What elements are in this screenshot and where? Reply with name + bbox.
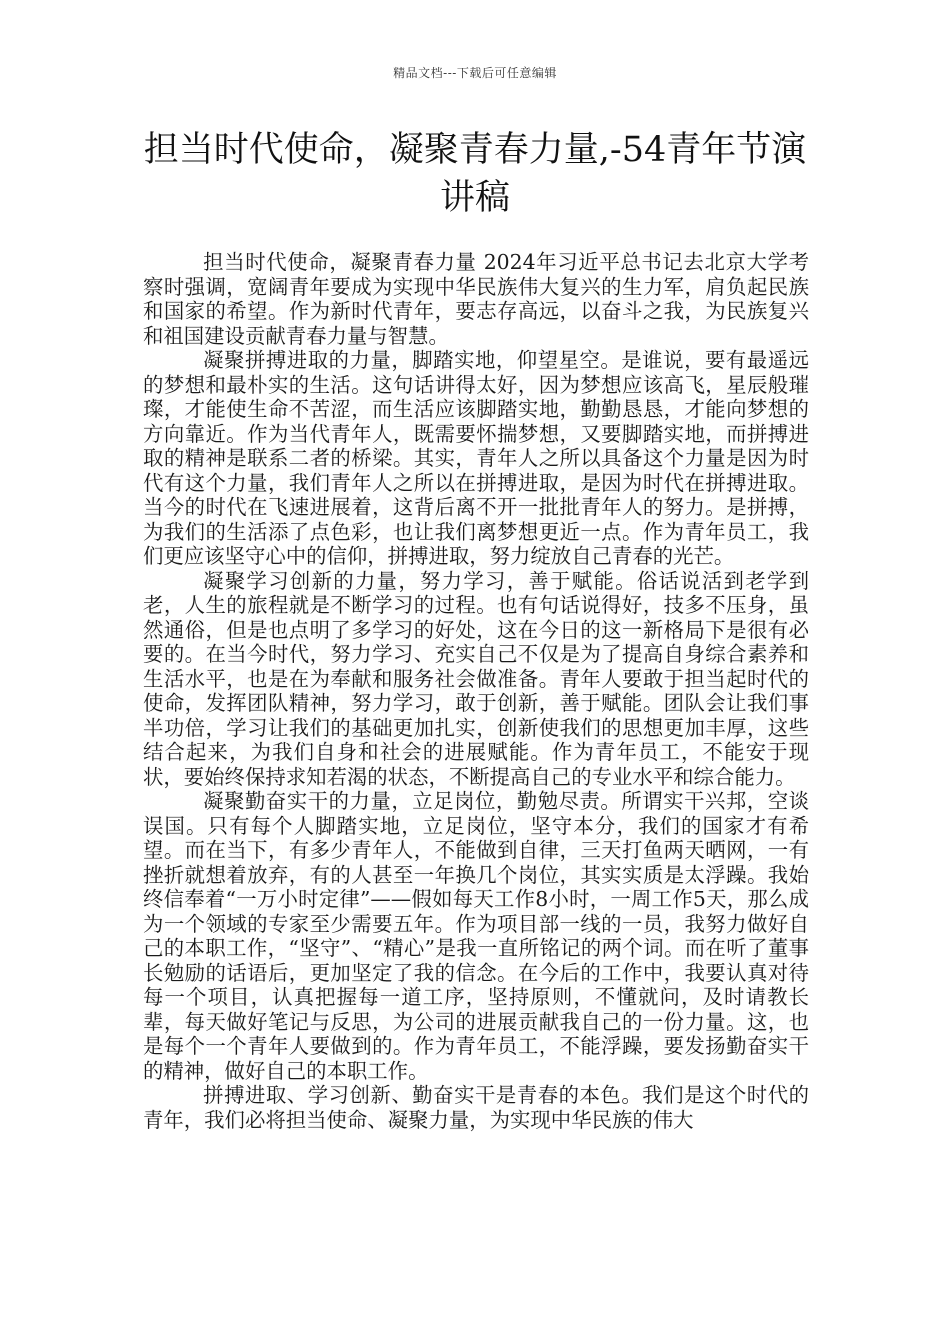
- paragraph: 拼搏进取、学习创新、勤奋实干是青春的本色。我们是这个时代的青年，我们必将担当使命、凝聚力量，为实现中华民族的伟大: [143, 1083, 809, 1132]
- paragraph: 凝聚勤奋实干的力量，立足岗位，勤勉尽责。所谓实干兴邦，空谈误国。只有每个人脚踏实地，立足岗位，坚守本分，我们的国家才有希望。而在当下，有多少青年人，不能做到自律，三天打鱼两天晒网，一有挫折就想着放弃，有的人甚至一年换几个岗位，其实实质是太浮躁。我始终信奉着“一万小时定律”——假如每天工作8小时，一周工作5天，那么成为一个领域的专家至少需要五年。作为项目部一线的一员，我努力做好自己的本职工作，“坚守”、“精心”是我一直所铭记的两个词。而在听了董事长勉励的话语后，更加坚定了我的信念。在今后的工作中，我要认真对待每一个项目，认真把握每一道工序，坚持原则，不懂就问，及时请教长辈，每天做好笔记与反思，为公司的进展贡献我自己的一份力量。这，也是每个一个青年人要做到的。作为青年员工，不能浮躁，要发扬勤奋实干的精神，做好自己的本职工作。: [143, 789, 809, 1083]
- document-body: [143, 250, 809, 1132]
- document-title: 担当时代使命，凝聚青春力量,-54青年节演讲稿: [143, 130, 807, 218]
- paragraph: 担当时代使命，凝聚青春力量 2024年习近平总书记去北京大学考察时强调，宽阔青年要成为实现中华民族伟大复兴的生力军，肩负起民族和国家的希望。作为新时代青年，要志存高远，以奋斗之我，为民族复兴和祖国建设贡献青春力量与智慧。: [143, 250, 809, 348]
- paragraph: 凝聚拼搏进取的力量，脚踏实地，仰望星空。是谁说，要有最遥远的梦想和最朴实的生活。这句话讲得太好，因为梦想应该高飞，星辰般璀璨，才能使生命不苦涩，而生活应该脚踏实地，勤勤恳恳，才能向梦想的方向靠近。作为当代青年人，既需要怀揣梦想，又要脚踏实地，而拼搏进取的精神是联系二者的桥梁。其实，青年人之所以具备这个力量是因为时代有这个力量，我们青年人之所以在拼搏进取，是因为时代在拼搏进取。当今的时代在飞速进展着，这背后离不开一批批青年人的努力。是拼搏，为我们的生活添了点色彩，也让我们离梦想更近一点。作为青年员工，我们更应该坚守心中的信仰，拼搏进取，努力绽放自己青春的光芒。: [143, 348, 809, 568]
- paragraph: 凝聚学习创新的力量，努力学习，善于赋能。俗话说活到老学到老，人生的旅程就是不断学习的过程。也有句话说得好，技多不压身，虽然通俗，但是也点明了多学习的好处，这在今日的这一新格局下是很有必要的。在当今时代，努力学习、充实自己不仅是为了提高自身综合素养和生活水平，也是在为奉献和服务社会做准备。青年人要敢于担当起时代的使命，发挥团队精神，努力学习，敢于创新，善于赋能。团队会让我们事半功倍，学习让我们的基础更加扎实，创新使我们的思想更加丰厚，这些结合起来，为我们自身和社会的进展赋能。作为青年员工，不能安于现状，要始终保持求知若渴的状态，不断提高自己的专业水平和综合能力。: [143, 568, 809, 789]
- header-note: 精品文档---下载后可任意编辑: [393, 66, 557, 80]
